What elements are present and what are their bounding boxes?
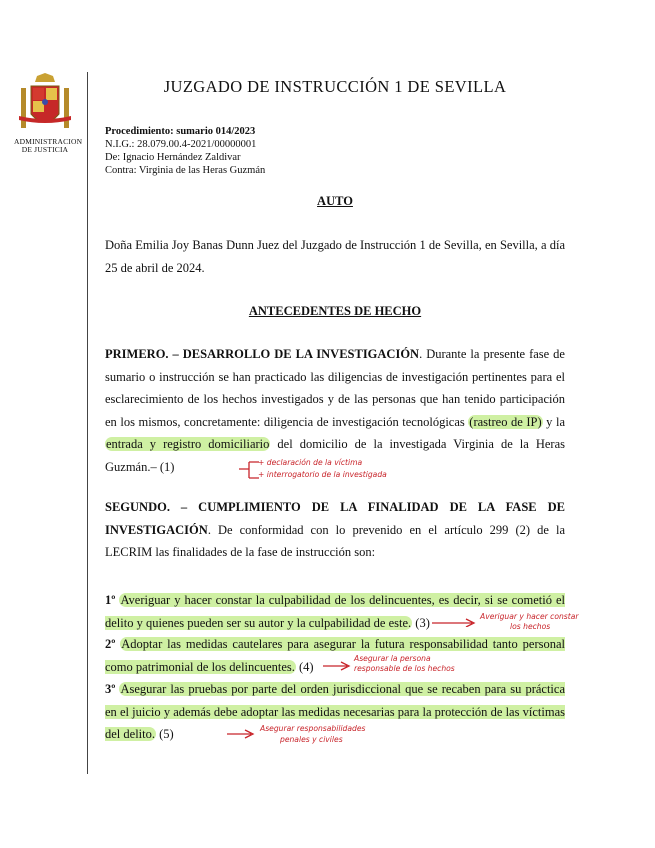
note-3b: los hechos — [510, 622, 551, 631]
highlight-item-3: Asegurar las pruebas por parte del orden jurisdiccional que se recaben para su práctica en el juicio y además debe adoptar las medidas necesarias para la protección de las víctimas del delito. — [105, 682, 566, 741]
item-2: 2º Adoptar las medidas cautelares para asegurar la futura responsabilidad tanto personal como patrimonial de los delincuentes. (4) — [105, 637, 565, 674]
note-1a: + declaración de la víctima — [258, 458, 363, 467]
item-3: 3º Asegurar las pruebas por parte del orden jurisdiccional que se recaben para su práctica en el juicio y además debe adoptar las medidas necesarias para la protección de las víctimas del delito. (5) — [105, 682, 566, 741]
auto-title: AUTO — [317, 194, 353, 208]
arrow-right-icon — [321, 661, 353, 671]
note-4b: responsable de los hechos — [354, 664, 455, 673]
note-5a: Asegurar responsabilidades — [260, 724, 366, 733]
coat-of-arms-icon — [17, 72, 73, 138]
arrow-right-icon — [225, 729, 257, 739]
justice-seal — [14, 72, 83, 154]
highlight-rastreo-ip: (rastreo de IP) — [469, 414, 542, 429]
note-3a: Averiguar y hacer constar — [480, 612, 579, 621]
seal-line-2: DE JUSTICIA — [21, 145, 69, 154]
primero-title: PRIMERO. – DESARROLLO DE LA INVESTIGACIÓN — [105, 347, 420, 361]
antecedentes-title: ANTECEDENTES DE HECHO — [248, 304, 422, 318]
procedure-label: Procedimiento — [105, 126, 171, 137]
arrow-right-icon — [430, 617, 478, 627]
margin-rule — [87, 72, 88, 774]
segundo-title: SEGUNDO. – CUMPLIMIENTO DE LA FINALIDAD DE LA FASE DE INVESTIGACIÓN — [105, 500, 565, 537]
note-4a: Asegurar la persona — [354, 654, 431, 663]
highlight-entrada-registro: entrada y registro domiciliario — [106, 437, 270, 451]
case-metadata — [105, 125, 265, 177]
intro-paragraph: Doña Emilia Joy Banas Dunn Juez del Juzgado de Instrucción 1 de Sevilla, en Sevilla, a día 25 de abril de 2024. — [105, 238, 565, 275]
defendant: Contra: Virginia de las Heras Guzmán — [105, 165, 266, 176]
primero-paragraph: PRIMERO. – DESARROLLO DE LA INVESTIGACIÓN. Durante la presente fase de sumario o instrucción se han practicado las diligencias de investigación pertinentes para el esclarecimiento de los hechos investigados y de las personas que han tenido participación en los mismos, concretamente: diligencia de investigación tecnológicas (rastreo de IP) y la entrada y registro domiciliario del domicilio de la investigada Virginia de la Heras Guzmán.– (1) — [105, 347, 566, 474]
highlight-item-2: Adoptar las medidas cautelares para asegurar la futura responsabilidad tanto personal como patrimonial de los delincuentes. — [105, 637, 565, 674]
note-1b: + interrogatorio de la investigada — [258, 470, 387, 479]
plaintiff: De: Ignacio Hernández Zaldivar — [105, 152, 241, 163]
item-1: 1º Averiguar y hacer constar la culpabilidad de los delincuentes, es decir, si se cometió el delito y quienes pueden ser su autor y la culpabilidad de este. (3) — [105, 593, 566, 630]
highlight-item-1: Averiguar y hacer constar la culpabilidad de los delincuentes, es decir, si se cometió el delito y quienes pueden ser su autor y la culpabilidad de este. — [105, 593, 566, 630]
segundo-paragraph: SEGUNDO. – CUMPLIMIENTO DE LA FINALIDAD DE LA FASE DE INVESTIGACIÓN. De conformidad con lo prevenido en el artículo 299 (2) de la LECRIM las finalidades de la fase de instrucción son: — [105, 500, 565, 559]
nig: N.I.G.: 28.079.00.4-2021/00000001 — [105, 139, 257, 150]
note-5b: penales y civiles — [280, 735, 343, 744]
procedure-value: : sumario 014/2023 — [170, 126, 256, 137]
seal-line-1: ADMINISTRACION — [14, 137, 83, 146]
court-title: JUZGADO DE INSTRUCCIÓN 1 DE SEVILLA — [163, 77, 507, 96]
